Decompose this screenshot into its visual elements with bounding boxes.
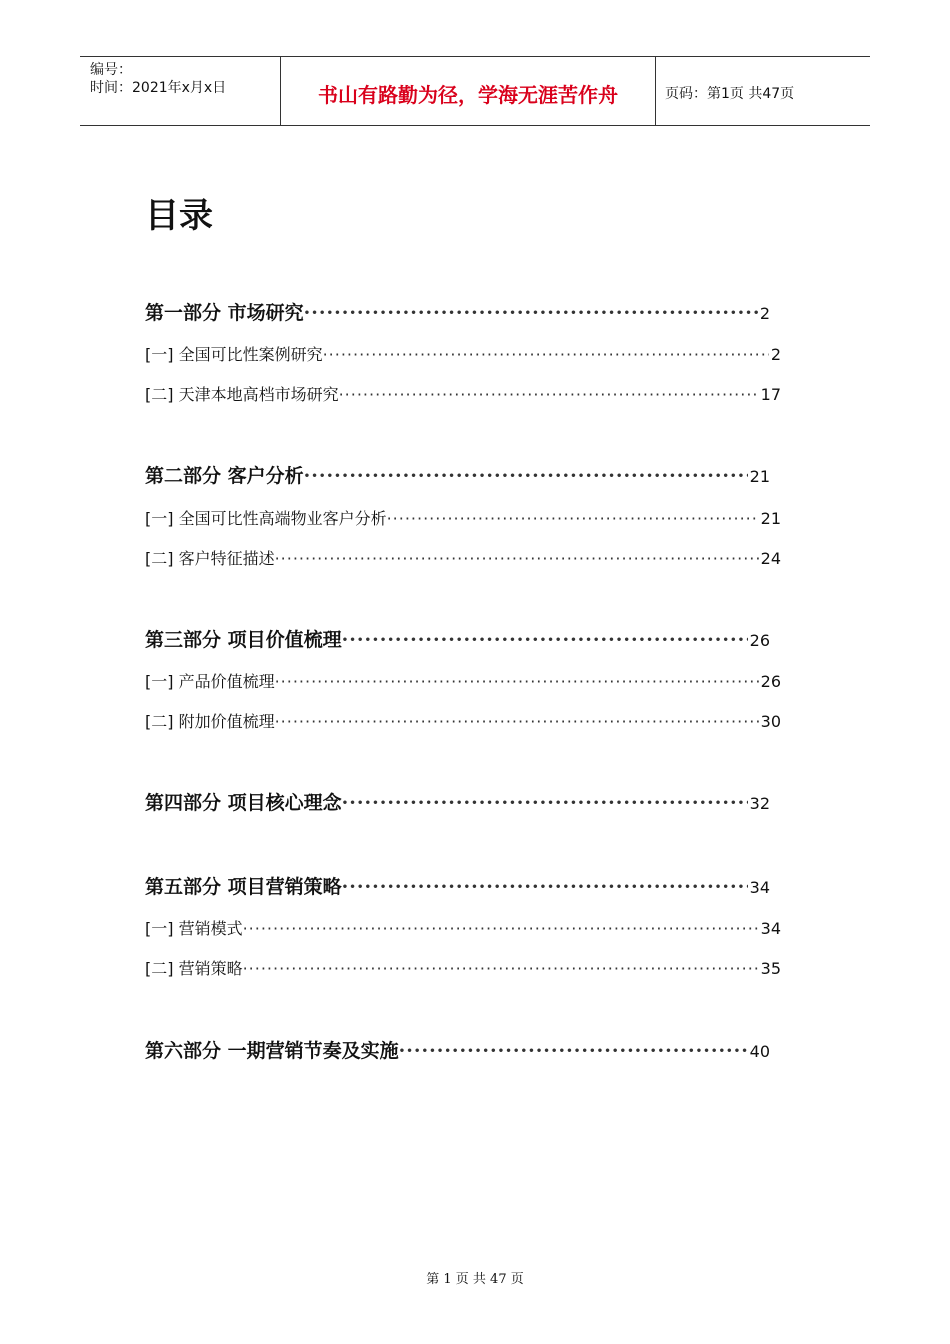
document-header [80,56,870,126]
toc-entry-label: [一] 营销模式 [145,919,243,938]
toc-entry-page: 26 [760,672,781,691]
toc-section-entry[interactable] [145,956,781,979]
toc-leader-dots [243,959,759,978]
toc-entry-label: 第二部分 客户分析 [145,465,304,487]
number-label: 编号： [90,62,132,78]
toc-entry-page: 26 [749,631,770,650]
toc-part-entry[interactable] [145,1036,770,1063]
toc-section-entry[interactable] [145,669,781,692]
toc-entry-page: 2 [759,304,770,323]
toc-entry-page: 24 [760,549,781,568]
toc-entry-page: 35 [760,959,781,978]
toc-section-entry[interactable] [145,546,781,569]
toc-entry-page: 34 [760,919,781,938]
toc-leader-dots [275,672,759,691]
toc-entry-label: [一] 全国可比性案例研究 [145,345,323,364]
toc-leader-dots [275,712,759,731]
toc-entry-label: [一] 全国可比性高端物业客户分析 [145,509,387,528]
toc-entry-page: 34 [749,878,770,897]
toc-leader-dots [342,629,748,651]
toc-leader-dots [304,465,748,487]
toc-section-entry[interactable] [145,382,781,405]
header-motto-cell [280,57,656,125]
toc-section-entry[interactable] [145,342,781,365]
toc-leader-dots [387,509,759,528]
toc-part-entry[interactable] [145,625,770,652]
toc-entry-page: 32 [749,794,770,813]
page-footer: 第 1 页 共 47 页 [426,1272,524,1287]
toc-entry-label: 第一部分 市场研究 [145,302,304,324]
toc-entry-label: 第六部分 一期营销节奏及实施 [145,1040,399,1062]
toc-section-entry[interactable] [145,916,781,939]
toc-leader-dots [275,549,759,568]
toc-entry-page: 17 [760,385,781,404]
toc-entry-page: 30 [760,712,781,731]
toc-entry-label: 第五部分 项目营销策略 [145,876,342,898]
toc-entry-label: [一] 产品价值梳理 [145,672,275,691]
toc-part-entry[interactable] [145,788,770,815]
toc-entry-page: 40 [749,1042,770,1061]
toc-section-entry[interactable] [145,506,781,529]
toc-entry-label: [二] 客户特征描述 [145,549,275,568]
toc-leader-dots [243,919,759,938]
toc-entry-label: 第四部分 项目核心理念 [145,792,342,814]
toc-part-entry[interactable] [145,872,770,899]
toc-leader-dots [339,385,759,404]
toc-title: 目录 [145,196,213,236]
toc-leader-dots [304,302,758,324]
header-meta-cell [80,57,280,125]
toc-leader-dots [342,876,748,898]
toc-section-entry[interactable] [145,709,781,732]
toc-entry-page: 21 [749,467,770,486]
time-label: 时间：2021年x月x日 [90,80,227,96]
toc-entry-label: [二] 天津本地高档市场研究 [145,385,339,404]
toc-leader-dots [399,1040,748,1062]
header-page-cell [655,57,870,125]
toc-leader-dots [342,792,748,814]
toc-part-entry[interactable] [145,461,770,488]
toc-entry-page: 21 [760,509,781,528]
motto-text: 书山有路勤为径，学海无涯苦作舟 [318,83,618,107]
toc-leader-dots [323,345,769,364]
page-info: 页码：第1页 共47页 [665,86,795,102]
toc-entry-label: [二] 附加价值梳理 [145,712,275,731]
toc-entry-label: 第三部分 项目价值梳理 [145,629,342,651]
toc-entry-page: 2 [770,345,781,364]
toc-entry-label: [二] 营销策略 [145,959,243,978]
toc-part-entry[interactable] [145,298,770,325]
